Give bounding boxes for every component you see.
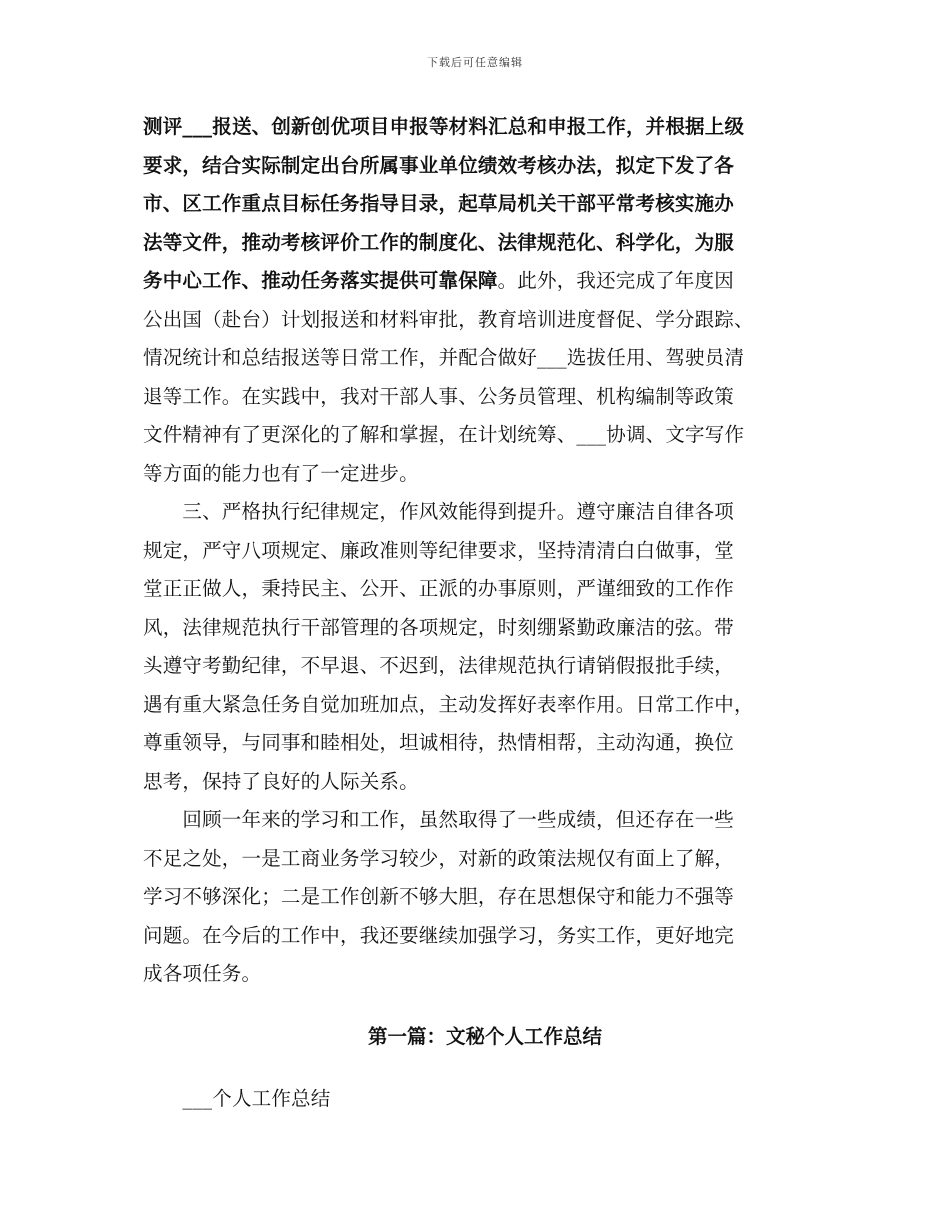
text-line: 学习不够深化；二是工作创新不够大胆，存在思想保守和能力不强等: [143, 885, 735, 908]
text-line: 等方面的能力也有了一定进步。: [143, 461, 419, 485]
text-line: 风，法律规范执行干部管理的各项规定，时刻绷紧勤政廉洁的弦。带: [143, 615, 735, 639]
text-line: 不足之处，一是工商业务学习较少，对新的政策法规仅有面上了解，: [143, 846, 735, 870]
spacer: [143, 1056, 827, 1080]
text-line: 公出国（赴台）计划报送和材料审批，教育培训进度督促、学分跟踪、: [143, 307, 754, 331]
text-line: 头遵守考勤纪律，不早退、不迟到，法律规范执行请销假报批手续，: [143, 654, 735, 677]
text-line: 测评___报送、创新创优项目申报等材料汇总和申报工作，并根据上级: [143, 115, 745, 138]
text-line: 三、严格执行纪律规定，作风效能得到提升。遵守廉洁自律各项: [143, 500, 735, 523]
text-line: 市、区工作重点目标任务指导目录，起草局机关干部平常考核实施办: [143, 192, 735, 215]
text-line: 问题。在今后的工作中，我还要继续加强学习，务实工作，更好地完: [143, 923, 735, 947]
text-line: 退等工作。在实践中，我对干部人事、公务员管理、机构编制等政策: [143, 384, 735, 408]
text-line: 务中心工作、推动任务落实提供可靠保障。此外，我还完成了年度因: [143, 269, 735, 292]
text-line: 思考，保持了良好的人际关系。: [143, 769, 419, 793]
text-line: 规定，严守八项规定、廉政准则等纪律要求，坚持清清白白做事，堂: [143, 538, 735, 562]
text-line: 堂正正做人，秉持民主、公开、正派的办事原则，严谨细致的工作作: [143, 577, 735, 600]
text-line: 尊重领导，与同事和睦相处，坦诚相待，热情相帮，主动沟通，换位: [143, 731, 735, 754]
text-line: 遇有重大紧急任务自觉加班加点，主动发挥好表率作用。日常工作中，: [143, 692, 754, 716]
paragraph-discipline: [143, 493, 827, 801]
document-body: [143, 108, 827, 1119]
text-line: 情况统计和总结报送等日常工作，并配合做好___选拔任用、驾驶员清: [143, 346, 745, 369]
page-header: 下载后可任意编辑: [427, 56, 523, 69]
text-line: 回顾一年来的学习和工作，虽然取得了一些成绩，但还存在一些: [143, 808, 735, 831]
paragraph-review: [143, 801, 827, 994]
section-first-line: ___个人工作总结: [143, 1087, 331, 1110]
text-line: 成各项任务。: [143, 962, 262, 985]
spacer: [143, 994, 827, 1018]
paragraph-work-summary: [143, 108, 827, 493]
text-line: 文件精神有了更深化的了解和掌握，在计划统筹、___协调、文字写作: [143, 423, 745, 446]
section-heading: 第一篇：文秘个人工作总结: [367, 1024, 602, 1048]
text-line: 要求，结合实际制定出台所属事业单位绩效考核办法，拟定下发了各: [143, 153, 735, 177]
text-line: 法等文件，推动考核评价工作的制度化、法律规范化、科学化，为服: [143, 230, 735, 254]
